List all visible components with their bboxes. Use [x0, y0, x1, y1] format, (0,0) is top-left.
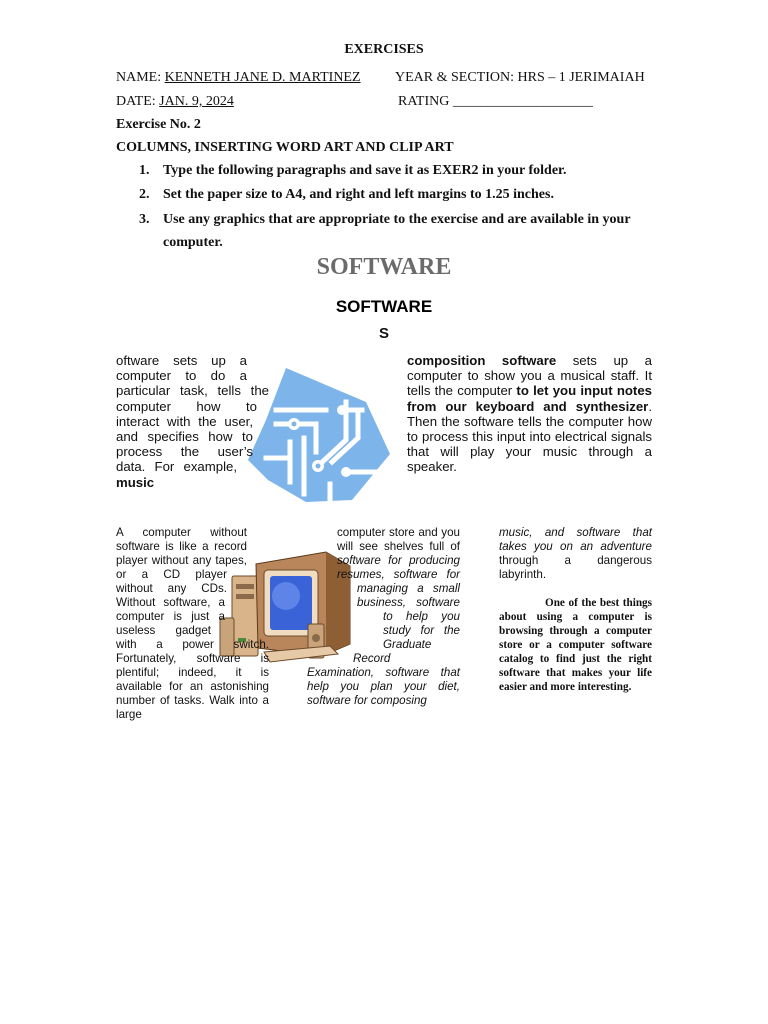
section1-left-bold: music	[116, 474, 155, 490]
section1-left-text: oftware sets up a computer to do a particular task, tells the computer how to interact with the user, and specifies how to process the user’s data. For example,	[116, 353, 269, 475]
section1-left-column	[116, 353, 361, 490]
section2-column-1-text: A computer without software is like a record player without any tapes, or a CD player without any CDs. Without software, a computer is just a useless gadget with a power switch. Fortunately, software is plentiful; indeed, it is available for an astonishing number of tasks. Walk into a large	[116, 526, 269, 721]
exercises-title: EXERCISES	[344, 42, 424, 57]
section2-column-3: music, and software that takes you on an adventure through a dangerous labyrinth.	[499, 526, 652, 581]
rating-line	[398, 94, 593, 110]
exercise-topic: COLUMNS, INSERTING WORD ART AND CLIP ART	[116, 140, 454, 155]
date-line	[116, 94, 234, 110]
section2-column-3-bold: One of the best things about using a computer is browsing through a computer store or a computer software catalog to find just the right software that makes your life easier and more interesting.	[499, 597, 652, 693]
date-value: JAN. 9, 2024	[159, 94, 234, 109]
section2-column-2: computer store and you will see shelves full of software for producing resumes, software for managing a small business, software to help you study for the Graduate Record Examination, software that help you plan your diet, software for composing	[307, 526, 460, 707]
exercise-number: Exercise No. 2	[116, 117, 201, 132]
date-label: DATE:	[116, 94, 156, 109]
instruction-item: 3. Use any graphics that are appropriate to the exercise and are available in your computer.	[139, 212, 631, 250]
rating-blank: ____________________	[452, 94, 593, 109]
section2-column-2-italic: software for producing resumes, software for managing a small business, software to help you study for the Graduate Record Examination, software that help you plan your diet, software for composing	[307, 554, 460, 707]
name-label: NAME:	[116, 70, 162, 85]
wordart-subtitle: SOFTWARE	[335, 297, 433, 316]
instruction-item: 2. Set the paper size to A4, and right and left margins to 1.25 inches.	[139, 187, 554, 202]
section2-column-1	[116, 526, 269, 722]
year-section-value: HRS – 1 JERIMAIAH	[517, 70, 645, 85]
instruction-list	[139, 163, 659, 254]
section1-right-column: composition software sets up a computer to show you a musical staff. It tells the computer to let you input notes from our keyboard and synthesizer. Then the software tells the computer how to process this input into electrical signals that will play your music through a speaker.	[407, 353, 652, 475]
instruction-item: 1. Type the following paragraphs and save it as EXER2 in your folder.	[139, 163, 567, 178]
name-value: KENNETH JANE D. MARTINEZ	[164, 70, 361, 85]
drop-cap-letter: S	[378, 325, 389, 342]
year-section-label: YEAR & SECTION:	[395, 70, 514, 85]
name-line	[116, 70, 361, 86]
year-section-line	[395, 70, 645, 86]
wordart-title: SOFTWARE	[316, 254, 452, 280]
rating-label: RATING	[398, 94, 450, 109]
